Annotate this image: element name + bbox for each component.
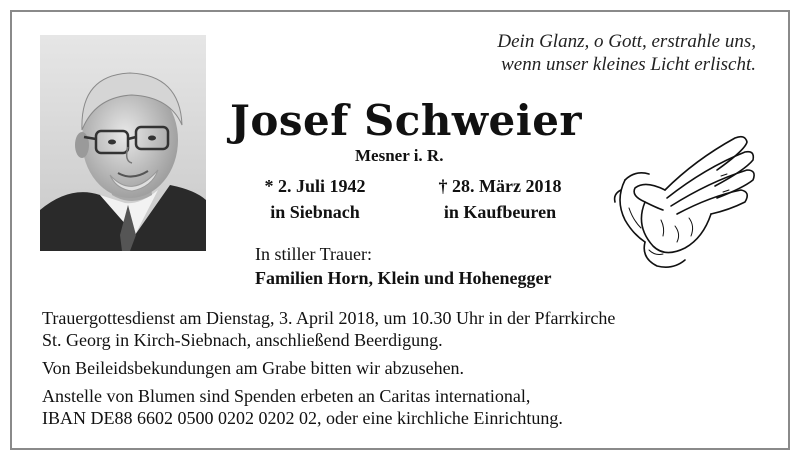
birth-place: in Siebnach xyxy=(270,202,360,222)
mourning-families: Familien Horn, Klein und Hohenegger xyxy=(255,268,552,288)
mourning-label: In stiller Trauer: xyxy=(255,244,372,264)
service-line-1: Trauergottesdienst am Dienstag, 3. April 2018, um 10.30 Uhr in der Pfarrkirche xyxy=(42,308,616,328)
service-paragraph xyxy=(42,307,762,351)
donation-line-2: IBAN DE88 6602 0500 0202 0202 02, oder eine kirchliche Einrichtung. xyxy=(42,408,563,428)
birth-date: * 2. Juli 1942 xyxy=(264,176,366,196)
donation-paragraph xyxy=(42,385,762,429)
deceased-role: Mesner i. R. xyxy=(355,146,444,165)
condolence-paragraph xyxy=(42,357,762,379)
donation-line-1: Anstelle von Blumen sind Spenden erbeten an Caritas international, xyxy=(42,386,531,406)
death-info xyxy=(420,173,580,225)
portrait-photo xyxy=(40,35,206,251)
deceased-name: Josef Schweier xyxy=(230,96,583,145)
birth-info xyxy=(245,173,385,225)
mourning-block xyxy=(255,242,552,290)
death-place: in Kaufbeuren xyxy=(443,202,557,222)
praying-hands-icon xyxy=(605,130,765,270)
death-date: † 28. März 2018 xyxy=(438,176,562,196)
condolence-line-1: Von Beileidsbekundungen am Grabe bitten wir abzusehen. xyxy=(42,358,465,378)
service-line-2: St. Georg in Kirch-Siebnach, anschließend Beerdigung. xyxy=(42,330,443,350)
quote-line-2: wenn unser kleines Licht erlischt. xyxy=(501,54,756,75)
service-details xyxy=(42,307,762,435)
quote xyxy=(416,30,756,76)
quote-line-1: Dein Glanz, o Gott, erstrahle uns, xyxy=(497,31,756,52)
